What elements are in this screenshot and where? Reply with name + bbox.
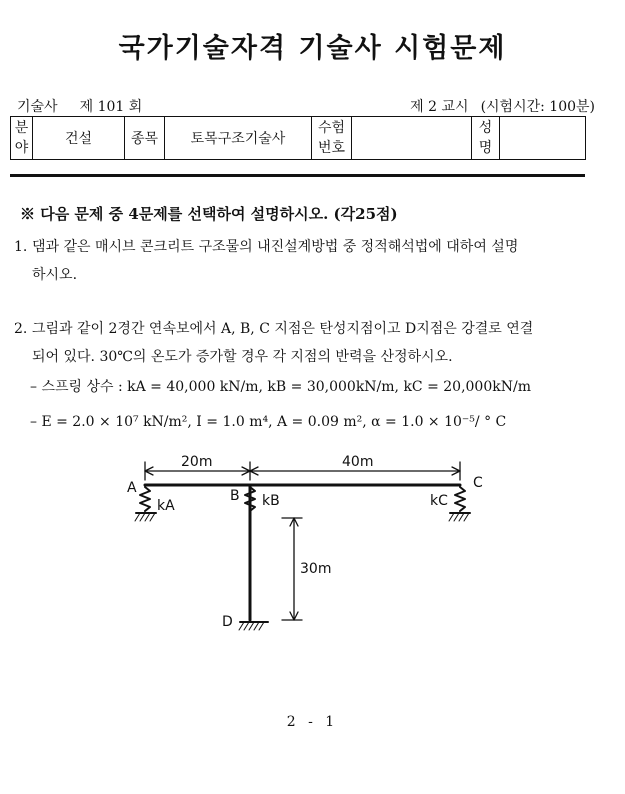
session-time: (시험시간: 100분)	[480, 99, 595, 115]
k-b-label: kB	[262, 493, 280, 509]
k-a-label: kA	[157, 498, 175, 514]
field-value-cell: 건설	[33, 117, 125, 160]
question-text-cont: 하시오.	[32, 267, 78, 283]
exam-number-value-cell[interactable]	[352, 117, 472, 160]
question-1	[14, 233, 599, 289]
question-number: 2.	[14, 321, 28, 337]
exam-category: 기술사	[17, 99, 58, 115]
spring-constants: – 스프링 상수 : kA = 40,000 kN/m, kB = 30,000kN/m, kC = 20,000kN/m	[30, 379, 531, 395]
exam-number-label-cell: 수험 번호	[312, 117, 352, 160]
question-text: 댐과 같은 매시브 콘크리트 구조물의 내진설계방법 중 정적해석법에 대하여 설명	[32, 239, 519, 255]
height-label: 30m	[300, 561, 332, 577]
label-b: B	[230, 488, 240, 504]
subject-label-cell: 종목	[125, 117, 165, 160]
header-table	[10, 116, 586, 160]
exam-round-number: 101 회	[97, 99, 143, 115]
k-c-label: kC	[430, 493, 448, 509]
exam-title: 국가기술자격 기술사 시험문제	[118, 33, 507, 64]
spring-a	[140, 487, 150, 511]
question-text: 그림과 같이 2경간 연속보에서 A, B, C 지점은 탄성지점이고 D지점은 강결로 연결	[32, 321, 534, 337]
page-number: 2 - 1	[286, 714, 339, 730]
question-number: 1.	[14, 239, 28, 255]
frame-diagram	[0, 440, 625, 640]
spring-c	[455, 487, 465, 511]
subject-value-cell: 토목구조기술사	[165, 117, 312, 160]
label-a: A	[127, 480, 137, 496]
name-label-cell: 성 명	[472, 117, 500, 160]
label-d: D	[222, 614, 233, 630]
exam-round-prefix: 제	[79, 99, 94, 115]
session-label: 제 2 교시	[410, 99, 469, 115]
instruction: ※ 다음 문제 중 4문제를 선택하여 설명하시오. (각25점)	[20, 205, 398, 223]
span-bc-label: 40m	[342, 454, 374, 470]
question-text-cont: 되어 있다. 30℃의 온도가 증가할 경우 각 지점의 반력을 산정하시오.	[32, 349, 453, 365]
field-label-cell: 분 야	[11, 117, 33, 160]
exam-round	[17, 96, 142, 116]
material-properties: – E = 2.0 × 10⁷ kN/m², I = 1.0 m⁴, A = 0.09 m², α = 1.0 × 10⁻⁵/ ° C	[30, 414, 507, 430]
divider	[10, 174, 585, 177]
span-ab-label: 20m	[181, 454, 213, 470]
name-value-cell[interactable]	[500, 117, 586, 160]
exam-session	[410, 96, 595, 116]
label-c: C	[473, 475, 483, 491]
question-2	[14, 315, 599, 371]
